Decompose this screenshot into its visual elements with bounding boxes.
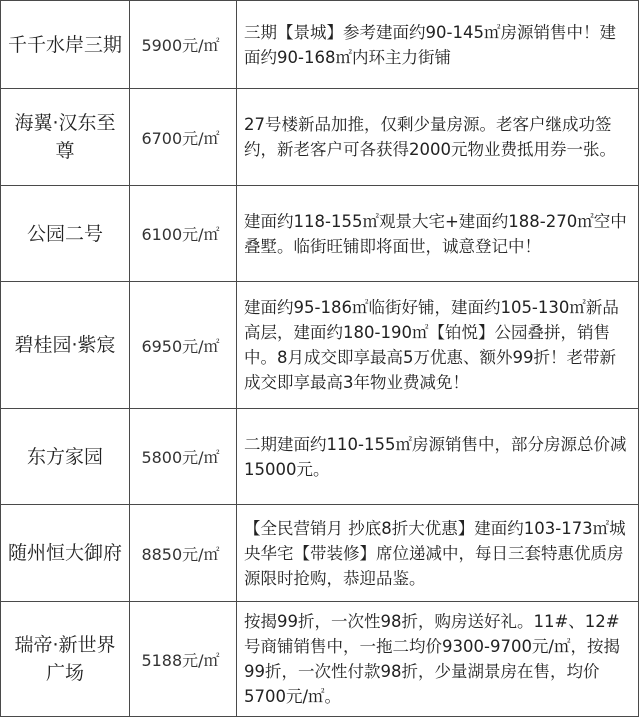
table-row [1, 505, 639, 602]
project-name: 东方家园 [1, 409, 130, 505]
project-name: 碧桂园·紫宸 [1, 282, 130, 409]
table-row [1, 409, 639, 505]
project-name: 海翼·汉东至尊 [1, 89, 130, 186]
project-name: 随州恒大御府 [1, 505, 130, 602]
description: 二期建面约110-155㎡房源销售中，部分房源总价减15000元。 [237, 409, 639, 505]
project-name: 瑞帝·新世界广场 [1, 602, 130, 717]
price: 6950元/㎡ [130, 282, 232, 409]
price: 5900元/㎡ [130, 1, 232, 89]
table-row [1, 602, 639, 717]
price: 6700元/㎡ [130, 89, 232, 186]
table-row [1, 186, 639, 282]
price: 5188元/㎡ [130, 602, 232, 717]
price: 6100元/㎡ [130, 186, 232, 282]
table-row [1, 282, 639, 409]
description: 建面约118-155㎡观景大宅+建面约188-270㎡空中叠墅。临街旺铺即将面世，诚意登记中！ [237, 186, 639, 282]
project-name: 千千水岸三期 [1, 1, 130, 89]
price: 5800元/㎡ [130, 409, 232, 505]
table-row [1, 1, 639, 89]
description: 27号楼新品加推，仅剩少量房源。老客户继成功签约，新老客户可各获得2000元物业费抵用券一张。 [237, 89, 639, 186]
table-row [1, 89, 639, 186]
description: 按揭99折，一次性98折，购房送好礼。11#、12#号商铺销售中，一拖二均价9300-9700元/㎡，按揭99折，一次性付款98折，少量湖景房在售，均价5700元/㎡。 [237, 602, 639, 717]
price: 8850元/㎡ [130, 505, 232, 602]
project-name: 公园二号 [1, 186, 130, 282]
description: 建面约95-186㎡临街好铺，建面约105-130㎡新品高层，建面约180-190㎡【铂悦】公园叠拼，销售中。8月成交即享最高5万优惠、额外99折！老带新成交即享最高3年物业费减免！ [237, 282, 639, 409]
description: 【全民营销月 抄底8折大优惠】建面约103-173㎡城央华宅【带装修】席位递减中，每日三套特惠优质房源限时抢购，恭迎品鉴。 [237, 505, 639, 602]
description: 三期【景城】参考建面约90-145㎡房源销售中！建面约90-168㎡内环主力街铺 [237, 1, 639, 89]
